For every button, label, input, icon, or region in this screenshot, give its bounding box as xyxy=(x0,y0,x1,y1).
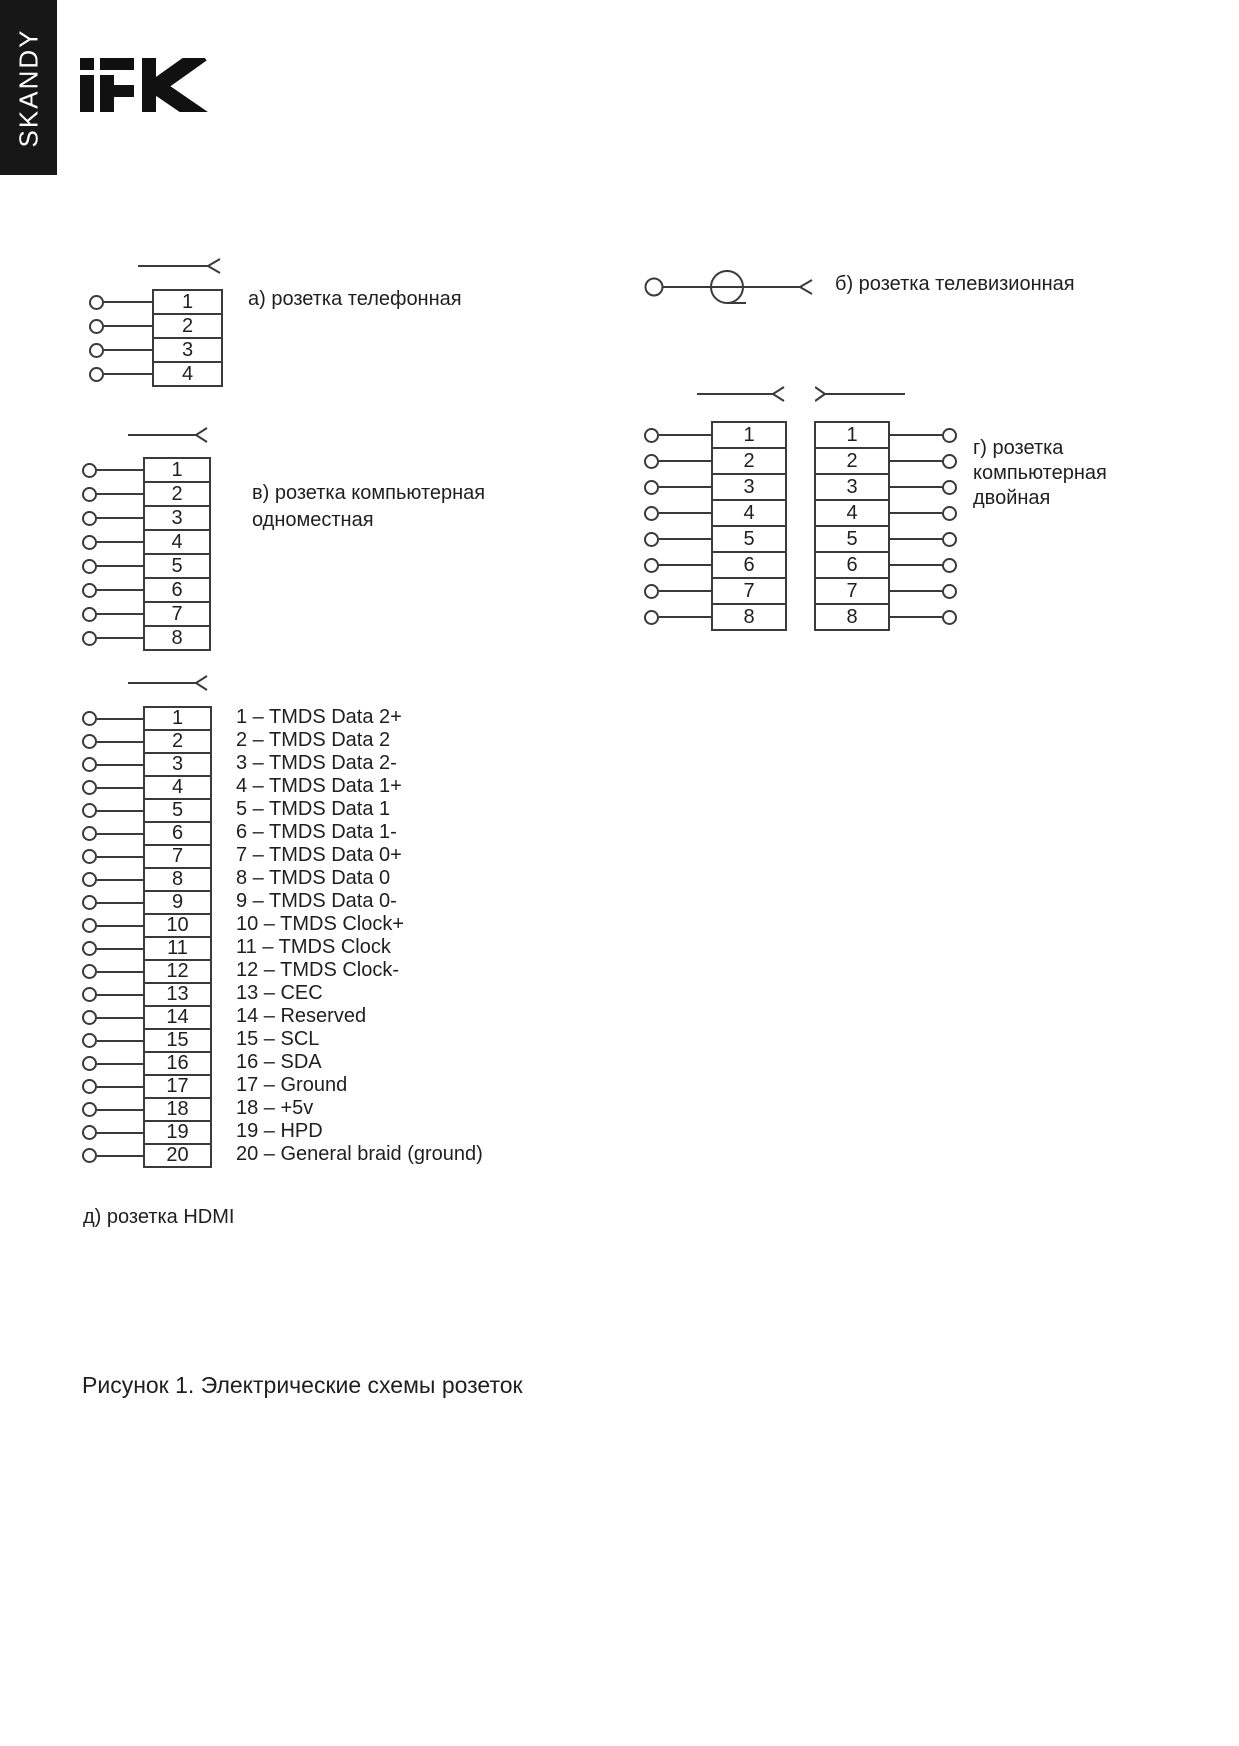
hdmi-pin-description: 13 – CEC xyxy=(236,982,323,1004)
direction-arrow-icon xyxy=(128,425,208,445)
pin-terminal-icon xyxy=(82,1056,97,1071)
pin-terminal-icon xyxy=(82,1102,97,1117)
pin-row xyxy=(82,601,211,627)
pin-number-cell: 2 xyxy=(143,729,212,754)
hdmi-pin-legend xyxy=(236,706,483,1166)
pin-terminal-icon xyxy=(82,734,97,749)
pin-row xyxy=(89,361,223,387)
pin-number-cell: 6 xyxy=(143,577,211,603)
pin-terminal-icon xyxy=(942,428,957,443)
pin-wire xyxy=(97,1086,143,1088)
pin-row xyxy=(82,798,212,823)
pin-number-cell: 5 xyxy=(143,798,212,823)
pin-row xyxy=(82,890,212,915)
pin-row xyxy=(814,525,957,553)
pin-row xyxy=(89,313,223,339)
direction-arrow-icon xyxy=(815,384,905,404)
hdmi-pin-description: 15 – SCL xyxy=(236,1028,320,1050)
pin-row xyxy=(82,1051,212,1076)
pin-wire xyxy=(97,764,143,766)
pin-number-cell: 20 xyxy=(143,1143,212,1168)
pin-terminal-icon xyxy=(82,1148,97,1163)
brand-name-vertical: SKANDY xyxy=(13,28,43,147)
pin-terminal-icon xyxy=(89,319,104,334)
pin-terminal-icon xyxy=(942,610,957,625)
pin-row xyxy=(82,529,211,555)
pin-number-cell: 1 xyxy=(143,706,212,731)
pin-wire xyxy=(659,590,711,592)
pin-terminal-icon xyxy=(644,584,659,599)
pin-row xyxy=(644,603,787,631)
pin-wire xyxy=(890,538,942,540)
pin-wire xyxy=(97,637,143,639)
pin-number-cell: 1 xyxy=(711,421,787,449)
pin-terminal-icon xyxy=(82,607,97,622)
pin-wire xyxy=(97,856,143,858)
hdmi-pin-description: 4 – TMDS Data 1+ xyxy=(236,775,402,797)
hdmi-pin-description: 8 – TMDS Data 0 xyxy=(236,867,391,889)
pin-wire xyxy=(97,902,143,904)
pin-number-cell: 3 xyxy=(152,337,223,363)
pin-wire xyxy=(659,512,711,514)
pin-number-cell: 4 xyxy=(711,499,787,527)
pin-number-cell: 8 xyxy=(143,867,212,892)
hdmi-pin-description: 10 – TMDS Clock+ xyxy=(236,913,405,935)
label-line: компьютерная xyxy=(973,462,1107,484)
hdmi-pin-description: 6 – TMDS Data 1- xyxy=(236,821,397,843)
pin-wire xyxy=(97,741,143,743)
pin-number-cell: 6 xyxy=(143,821,212,846)
pin-terminal-icon xyxy=(89,367,104,382)
pin-wire xyxy=(104,349,152,351)
pin-row xyxy=(82,936,212,961)
brand-sidebar xyxy=(0,0,57,175)
pin-row xyxy=(82,706,212,731)
pin-number-cell: 7 xyxy=(143,601,211,627)
pin-number-cell: 12 xyxy=(143,959,212,984)
pin-number-cell: 5 xyxy=(143,553,211,579)
pin-wire xyxy=(97,493,143,495)
pin-wire xyxy=(104,301,152,303)
pin-number-cell: 17 xyxy=(143,1074,212,1099)
pin-terminal-icon xyxy=(82,1079,97,1094)
pin-row xyxy=(814,447,957,475)
telephone-socket-pin-block xyxy=(89,289,223,387)
pin-row xyxy=(82,844,212,869)
pin-terminal-icon xyxy=(82,711,97,726)
pin-terminal-icon xyxy=(82,1125,97,1140)
pin-wire xyxy=(659,486,711,488)
pin-wire xyxy=(97,613,143,615)
pin-number-cell: 1 xyxy=(143,457,211,483)
pin-terminal-icon xyxy=(644,610,659,625)
hdmi-pin-description: 3 – TMDS Data 2- xyxy=(236,752,397,774)
pin-row xyxy=(644,577,787,605)
pin-terminal-icon xyxy=(82,583,97,598)
pin-number-cell: 2 xyxy=(711,447,787,475)
pin-row xyxy=(82,625,211,651)
pin-row xyxy=(82,481,211,507)
direction-arrow-icon xyxy=(697,384,785,404)
pin-row xyxy=(644,551,787,579)
pin-terminal-icon xyxy=(82,849,97,864)
label-line: двойная xyxy=(973,487,1051,509)
pin-row xyxy=(814,421,957,449)
double-socket-right-pin-block xyxy=(814,421,957,631)
pin-terminal-icon xyxy=(942,584,957,599)
pin-row xyxy=(82,505,211,531)
pin-terminal-icon xyxy=(82,1033,97,1048)
pin-terminal-icon xyxy=(82,987,97,1002)
hdmi-pin-description: 12 – TMDS Clock- xyxy=(236,959,400,981)
pin-number-cell: 6 xyxy=(814,551,890,579)
pin-wire xyxy=(97,718,143,720)
pin-wire xyxy=(659,460,711,462)
pin-row xyxy=(82,577,211,603)
pin-terminal-icon xyxy=(942,532,957,547)
pin-terminal-icon xyxy=(82,872,97,887)
pin-number-cell: 3 xyxy=(143,505,211,531)
pin-wire xyxy=(97,589,143,591)
hdmi-pin-description: 20 – General braid (ground) xyxy=(236,1143,483,1165)
pin-terminal-icon xyxy=(82,895,97,910)
pin-wire xyxy=(890,434,942,436)
pin-number-cell: 15 xyxy=(143,1028,212,1053)
pin-row xyxy=(82,1074,212,1099)
pin-row xyxy=(82,775,212,800)
pin-number-cell: 1 xyxy=(814,421,890,449)
pin-number-cell: 4 xyxy=(143,529,211,555)
pin-wire xyxy=(97,469,143,471)
pin-row xyxy=(89,289,223,315)
figure-caption: Рисунок 1. Электрические схемы розеток xyxy=(82,1372,523,1398)
double-socket-left-pin-block xyxy=(644,421,787,631)
pin-wire xyxy=(890,564,942,566)
pin-number-cell: 14 xyxy=(143,1005,212,1030)
pin-terminal-icon xyxy=(644,454,659,469)
pin-wire xyxy=(890,616,942,618)
direction-arrow-icon xyxy=(138,256,222,276)
pin-number-cell: 7 xyxy=(143,844,212,869)
pin-number-cell: 2 xyxy=(814,447,890,475)
pin-wire xyxy=(97,565,143,567)
pin-row xyxy=(82,729,212,754)
hdmi-pin-description: 17 – Ground xyxy=(236,1074,348,1096)
pin-number-cell: 1 xyxy=(152,289,223,315)
pin-number-cell: 16 xyxy=(143,1051,212,1076)
pin-row xyxy=(814,551,957,579)
pin-terminal-icon xyxy=(89,295,104,310)
pin-row xyxy=(82,982,212,1007)
pin-row xyxy=(82,913,212,938)
pin-wire xyxy=(104,325,152,327)
pin-row xyxy=(82,457,211,483)
double-socket-label xyxy=(973,436,1107,511)
pin-row xyxy=(82,752,212,777)
label-line: г) розетка xyxy=(973,437,1064,459)
pin-wire xyxy=(97,833,143,835)
pin-wire xyxy=(890,590,942,592)
pin-wire xyxy=(97,971,143,973)
pin-terminal-icon xyxy=(82,463,97,478)
pin-number-cell: 4 xyxy=(143,775,212,800)
computer-socket-label xyxy=(252,480,485,534)
pin-number-cell: 9 xyxy=(143,890,212,915)
pin-terminal-icon xyxy=(82,559,97,574)
label-line: одноместная xyxy=(252,509,374,531)
pin-row xyxy=(82,1028,212,1053)
pin-wire xyxy=(97,810,143,812)
pin-terminal-icon xyxy=(82,826,97,841)
pin-row xyxy=(644,499,787,527)
hdmi-pin-description: 9 – TMDS Data 0- xyxy=(236,890,397,912)
pin-terminal-icon xyxy=(942,480,957,495)
direction-arrow-icon xyxy=(128,673,208,693)
tv-socket-label: б) розетка телевизионная xyxy=(835,273,1075,295)
pin-terminal-icon xyxy=(942,454,957,469)
hdmi-pin-description: 7 – TMDS Data 0+ xyxy=(236,844,402,866)
pin-terminal-icon xyxy=(82,964,97,979)
computer-socket-pin-block xyxy=(82,457,211,651)
pin-number-cell: 4 xyxy=(814,499,890,527)
pin-number-cell: 19 xyxy=(143,1120,212,1145)
pin-number-cell: 8 xyxy=(814,603,890,631)
pin-wire xyxy=(97,1155,143,1157)
pin-row xyxy=(82,553,211,579)
pin-wire xyxy=(890,486,942,488)
pin-number-cell: 8 xyxy=(143,625,211,651)
pin-wire xyxy=(97,1109,143,1111)
hdmi-pin-description: 14 – Reserved xyxy=(236,1005,367,1027)
pin-row xyxy=(89,337,223,363)
pin-wire xyxy=(97,994,143,996)
pin-wire xyxy=(890,460,942,462)
pin-number-cell: 10 xyxy=(143,913,212,938)
pin-wire xyxy=(97,925,143,927)
pin-number-cell: 4 xyxy=(152,361,223,387)
pin-terminal-icon xyxy=(82,535,97,550)
pin-row xyxy=(644,447,787,475)
pin-wire xyxy=(97,1017,143,1019)
pin-terminal-icon xyxy=(89,343,104,358)
pin-terminal-icon xyxy=(82,757,97,772)
pin-terminal-icon xyxy=(82,780,97,795)
pin-row xyxy=(82,1120,212,1145)
pin-row xyxy=(82,867,212,892)
pin-terminal-icon xyxy=(82,511,97,526)
hdmi-pin-description: 1 – TMDS Data 2+ xyxy=(236,706,402,728)
pin-number-cell: 11 xyxy=(143,936,212,961)
pin-wire xyxy=(97,879,143,881)
pin-number-cell: 6 xyxy=(711,551,787,579)
pin-wire xyxy=(97,787,143,789)
pin-wire xyxy=(97,541,143,543)
pin-wire xyxy=(890,512,942,514)
pin-terminal-icon xyxy=(644,506,659,521)
pin-number-cell: 5 xyxy=(814,525,890,553)
pin-terminal-icon xyxy=(82,941,97,956)
pin-row xyxy=(82,959,212,984)
hdmi-pin-description: 2 – TMDS Data 2 xyxy=(236,729,391,751)
pin-terminal-icon xyxy=(942,506,957,521)
pin-number-cell: 3 xyxy=(711,473,787,501)
pin-row xyxy=(814,603,957,631)
pin-terminal-icon xyxy=(942,558,957,573)
pin-number-cell: 13 xyxy=(143,982,212,1007)
pin-terminal-icon xyxy=(644,428,659,443)
hdmi-socket-pin-block xyxy=(82,706,212,1168)
pin-row xyxy=(814,499,957,527)
pin-row xyxy=(82,821,212,846)
pin-terminal-icon xyxy=(82,487,97,502)
pin-row xyxy=(644,421,787,449)
pin-terminal-icon xyxy=(644,480,659,495)
pin-row xyxy=(814,473,957,501)
hdmi-pin-description: 16 – SDA xyxy=(236,1051,322,1073)
pin-number-cell: 18 xyxy=(143,1097,212,1122)
pin-wire xyxy=(97,1063,143,1065)
pin-row xyxy=(82,1005,212,1030)
pin-wire xyxy=(104,373,152,375)
pin-row xyxy=(82,1143,212,1168)
hdmi-pin-description: 18 – +5v xyxy=(236,1097,314,1119)
pin-row xyxy=(814,577,957,605)
pin-wire xyxy=(659,434,711,436)
label-line: в) розетка компьютерная xyxy=(252,482,486,504)
pin-wire xyxy=(97,1132,143,1134)
pin-wire xyxy=(97,1040,143,1042)
pin-number-cell: 2 xyxy=(143,481,211,507)
pin-terminal-icon xyxy=(82,1010,97,1025)
pin-number-cell: 3 xyxy=(143,752,212,777)
pin-wire xyxy=(659,564,711,566)
pin-number-cell: 2 xyxy=(152,313,223,339)
pin-wire xyxy=(97,517,143,519)
telephone-socket-label: а) розетка телефонная xyxy=(248,288,462,310)
iek-logo-icon xyxy=(80,58,212,112)
pin-row xyxy=(644,473,787,501)
pin-terminal-icon xyxy=(82,631,97,646)
pin-wire xyxy=(659,538,711,540)
pin-wire xyxy=(659,616,711,618)
hdmi-pin-description: 5 – TMDS Data 1 xyxy=(236,798,391,820)
pin-number-cell: 7 xyxy=(711,577,787,605)
pin-row xyxy=(644,525,787,553)
pin-number-cell: 3 xyxy=(814,473,890,501)
pin-wire xyxy=(97,948,143,950)
pin-terminal-icon xyxy=(82,918,97,933)
pin-terminal-icon xyxy=(644,532,659,547)
pin-number-cell: 7 xyxy=(814,577,890,605)
pin-row xyxy=(82,1097,212,1122)
pin-number-cell: 8 xyxy=(711,603,787,631)
pin-terminal-icon xyxy=(82,803,97,818)
hdmi-pin-description: 19 – HPD xyxy=(236,1120,323,1142)
pin-terminal-icon xyxy=(644,558,659,573)
hdmi-pin-description: 11 – TMDS Clock xyxy=(236,936,391,958)
tv-socket-symbol-icon xyxy=(640,267,855,307)
pin-number-cell: 5 xyxy=(711,525,787,553)
hdmi-socket-label: д) розетка HDMI xyxy=(83,1206,235,1228)
